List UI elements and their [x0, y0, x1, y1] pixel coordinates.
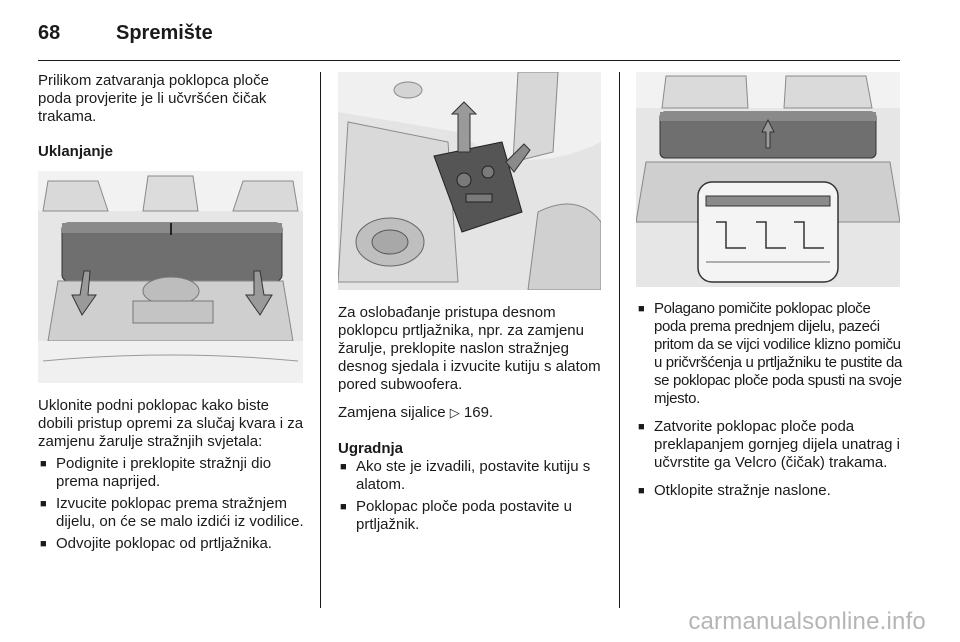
column-2-text	[338, 304, 604, 534]
list-item: ■ Ako ste je izvadili, postavite kutiju s alatom.	[338, 458, 604, 494]
installation-steps	[338, 458, 604, 534]
illustration-toolbox	[338, 72, 601, 290]
list-item: ■ Otklopite stražnje naslone.	[636, 482, 904, 500]
column-1-top	[38, 72, 306, 161]
access-paragraph: Za oslobađanje pristupa desnom poklopcu prtljažnika, npr. za zamjenu žarulje, preklopite naslon stražnjeg desnog sjedala i izvucite kutiju s alatom pored subwoofera.	[338, 304, 601, 393]
list-item: ■ Izvucite poklopac prema stražnjem dijelu, on će se malo izdići iz vodilice.	[38, 495, 306, 531]
trunk-floor-cover-illustration	[38, 171, 303, 383]
page-header	[38, 18, 902, 58]
removal-steps	[38, 455, 306, 553]
list-item: ■ Zatvorite poklopac ploče poda preklapanjem gornjeg dijela unatrag i učvrstite ga Velcro (čičak) trakama.	[636, 418, 904, 472]
list-item: ■ Odvojite poklopac od prtljažnika.	[38, 535, 306, 553]
list-item: ■ Polagano pomičite poklopac ploče poda prema prednjem dijelu, pazeći pritom da se vijci vodilice klizno pomiču u pričvršćenja u prtljažniku te pustite da se poklopac ploče poda spusti na svoje mjesto.	[636, 300, 904, 408]
installation-heading: Ugradnja	[338, 440, 404, 457]
column-divider	[320, 72, 321, 608]
reference-page: 169.	[463, 404, 494, 421]
column-1-bottom	[38, 397, 306, 553]
reference-text: Zamjena sijalice	[338, 404, 446, 421]
toolbox-illustration	[338, 72, 601, 290]
watermark: carmanualsonline.info	[688, 608, 926, 635]
column-3-text	[636, 300, 904, 500]
page-number: 68	[38, 22, 61, 44]
header-rule	[38, 60, 900, 61]
removal-heading: Uklanjanje	[38, 143, 114, 160]
guide-screws-illustration	[636, 72, 900, 287]
list-item: ■ Poklopac ploče poda postavite u prtljažnik.	[338, 498, 604, 534]
column-divider	[619, 72, 620, 608]
bulb-reference	[338, 404, 604, 423]
page-title: Spremište	[116, 22, 213, 44]
installation-steps-continued	[636, 300, 904, 500]
removal-paragraph: Uklonite podni poklopac kako biste dobili pristup opremi za slučaj kvara i za zamjenu žarulje stražnjih svjetala:	[38, 397, 304, 450]
illustration-remove-cover	[38, 171, 303, 383]
illustration-install-cover	[636, 72, 900, 287]
intro-paragraph: Prilikom zatvaranja poklopca ploče poda provjerite je li učvršćen čičak trakama.	[38, 72, 269, 125]
list-item: ■ Podignite i preklopite stražnji dio prema naprijed.	[38, 455, 306, 491]
page-reference-arrow: ▷	[449, 406, 460, 421]
